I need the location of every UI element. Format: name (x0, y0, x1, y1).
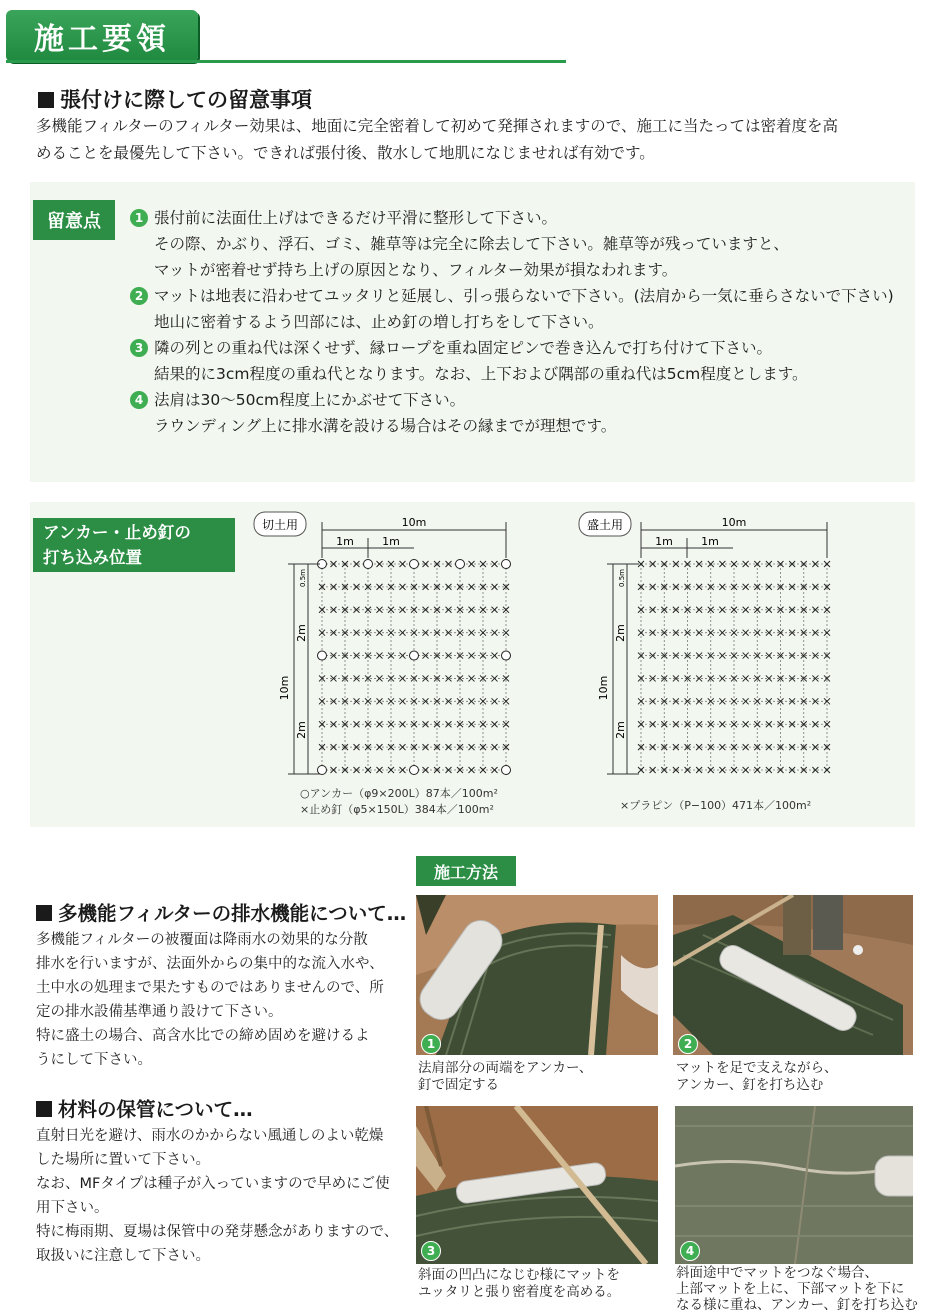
nail-mark (377, 607, 383, 613)
pin-mark (743, 630, 749, 636)
fill-top-label: 0.5m (618, 569, 626, 587)
page-title: 施工要領 (6, 10, 198, 62)
fill-legend: ×プラピン（P−100）471本／100m² (620, 799, 812, 812)
pin-mark (638, 767, 644, 773)
pin-mark (638, 630, 644, 636)
nail-mark (492, 721, 498, 727)
nail-mark (319, 630, 325, 636)
section-heading-drainage: 多機能フィルターの排水機能について… (36, 898, 406, 926)
nail-mark (388, 561, 394, 567)
cut-soil-diagram (250, 508, 540, 803)
cut-width-label: 10m (401, 516, 427, 529)
photo-4-caption: 斜面途中でマットをつなぐ場合、 上部マットを上に、下部マットを下に なる様に重ね、アンカー、釘を打ち込む (676, 1265, 918, 1313)
photo-3-caption: 斜面の凹凸になじむ様にマットを ユッタリと張り密着度を高める。 (418, 1267, 621, 1300)
anchor-mark (502, 560, 511, 569)
pin-mark (754, 721, 760, 727)
nail-mark (377, 698, 383, 704)
nail-mark (377, 675, 383, 681)
nail-mark (480, 561, 486, 567)
fill-soil-diagram (575, 508, 865, 803)
nail-mark (469, 698, 475, 704)
cut-legend: ○アンカー（φ9×200L）87本／100m² ×止め釘（φ5×150L）384本／100m² (300, 787, 498, 816)
pin-mark (824, 721, 830, 727)
nail-mark (469, 561, 475, 567)
nail-mark (377, 630, 383, 636)
pin-mark (708, 767, 714, 773)
photo-step-4 (675, 1106, 913, 1264)
anchor-mark (502, 766, 511, 775)
pin-mark (743, 721, 749, 727)
square-bullet-icon (36, 1101, 52, 1117)
cut-top-label: 0.5m (299, 569, 307, 587)
cut-spacing-2: 1m (382, 535, 400, 548)
pin-mark (638, 607, 644, 613)
cut-spacing-1: 1m (336, 535, 354, 548)
square-bullet-icon (38, 92, 54, 108)
pin-mark (824, 630, 830, 636)
pin-mark (719, 767, 725, 773)
nail-mark (492, 561, 498, 567)
pin-mark (719, 561, 725, 567)
anchor-label: アンカー・止め釘の 打ち込み位置 (33, 518, 235, 572)
pin-mark (731, 630, 737, 636)
photo-step-3 (416, 1106, 658, 1264)
pin-mark (754, 698, 760, 704)
anchor-mark (364, 560, 373, 569)
fill-width-label: 10m (721, 516, 747, 529)
nail-mark (377, 721, 383, 727)
nail-mark (492, 584, 498, 590)
nail-mark (400, 767, 406, 773)
pin-mark (824, 698, 830, 704)
anchor-mark (502, 651, 511, 660)
nail-mark (400, 630, 406, 636)
pin-mark (754, 767, 760, 773)
cut-tag: 切土用 (261, 518, 299, 532)
nail-mark (469, 653, 475, 659)
pin-mark (719, 630, 725, 636)
pin-mark (824, 607, 830, 613)
anchor-mark (318, 766, 327, 775)
nail-mark (469, 607, 475, 613)
fill-tag: 盛土用 (586, 518, 624, 532)
pin-mark (754, 607, 760, 613)
pin-mark (824, 561, 830, 567)
nail-mark (400, 744, 406, 750)
nail-mark (492, 698, 498, 704)
pin-mark (719, 698, 725, 704)
pin-mark (743, 561, 749, 567)
title-underline (6, 60, 566, 63)
nail-mark (492, 653, 498, 659)
nail-mark (469, 630, 475, 636)
fill-grid (638, 561, 830, 773)
pin-mark (731, 721, 737, 727)
pin-mark (754, 561, 760, 567)
pin-mark (743, 744, 749, 750)
pin-mark (719, 721, 725, 727)
nail-mark (492, 767, 498, 773)
pin-mark (731, 561, 737, 567)
pin-mark (743, 653, 749, 659)
notes-list: 1 張付前に法面仕上げはできるだけ平滑に整形して下さい。 その際、かぶり、浮石、ゴミ、雑草等は完全に除去して下さい。雑草等が残っていますと、 マットが密着せず持ち上げの原因となり、フィルター効果が損なわれます。 2 マットは地表に沿わせてユッタリと延展し、引っ張らないで下さい。(法肩から一気に垂らさないで下さい) 地山に密着するよう凹部には、止め釘の増し打ちをして下さい。 3 隣の列との重ね代は深くせず、縁ロープを重ね固定ピンで巻き込んで打ち付けて下さい。 結果的に3cm程度の重ね代となります。なお、上下および隅部の重ね代は5cm程度とします。 4 法肩は30～50cm程度上にかぶせて下さい。 ラウンディング上に排水溝を設ける場合はその縁までが理想です。 (130, 205, 894, 439)
photo-2-caption: マットを足で支えながら、 アンカー、釘を打ち込む (676, 1060, 838, 1093)
nail-mark (377, 767, 383, 773)
nail-mark (400, 584, 406, 590)
notes-label: 留意点 (33, 200, 115, 240)
cut-seg-2: 2m (295, 721, 308, 739)
anchor-mark (318, 651, 327, 660)
nail-mark (480, 721, 486, 727)
nail-mark (492, 744, 498, 750)
list-item: 4 法肩は30～50cm程度上にかぶせて下さい。 (130, 387, 894, 413)
pin-mark (743, 675, 749, 681)
photo-4-number: 4 (680, 1241, 700, 1261)
cut-seg-1: 2m (295, 624, 308, 642)
nail-mark (377, 584, 383, 590)
photo-3-number: 3 (421, 1241, 441, 1261)
nail-mark (319, 721, 325, 727)
pin-mark (708, 561, 714, 567)
nail-mark (388, 698, 394, 704)
pin-mark (708, 630, 714, 636)
photo-1-caption: 法肩部分の両端をアンカー、 釘で固定する (418, 1060, 593, 1093)
list-item: 2 マットは地表に沿わせてユッタリと延展し、引っ張らないで下さい。(法肩から一気に垂らさないで下さい) (130, 283, 894, 309)
cut-height-label: 10m (278, 675, 291, 701)
pin-mark (731, 607, 737, 613)
photo-2-number: 2 (678, 1034, 698, 1054)
section-intro: 多機能フィルターのフィルター効果は、地面に完全密着して初めて発揮されますので、施工に当たっては密着度を高 めることを最優先して下さい。できれば張付後、散水して地肌になじませれば有効です。 (36, 117, 838, 162)
list-item: 3 隣の列との重ね代は深くせず、縁ロープを重ね固定ピンで巻き込んで打ち付けて下さい。 (130, 335, 894, 361)
pin-mark (719, 653, 725, 659)
pin-mark (731, 767, 737, 773)
anchor-mark (410, 560, 419, 569)
nail-mark (469, 767, 475, 773)
nail-mark (377, 653, 383, 659)
nail-mark (388, 630, 394, 636)
pin-mark (743, 698, 749, 704)
fill-seg-2: 2m (614, 721, 627, 739)
method-label: 施工方法 (416, 856, 516, 886)
pin-mark (719, 607, 725, 613)
nail-mark (480, 607, 486, 613)
fill-height-label: 10m (597, 675, 610, 701)
nail-mark (469, 584, 475, 590)
pin-mark (743, 767, 749, 773)
pin-mark (743, 607, 749, 613)
nail-mark (400, 607, 406, 613)
nail-mark (469, 721, 475, 727)
cut-grid (318, 560, 511, 775)
nail-mark (388, 767, 394, 773)
pin-mark (708, 607, 714, 613)
nail-mark (377, 561, 383, 567)
nail-mark (400, 721, 406, 727)
nail-mark (400, 653, 406, 659)
nail-mark (319, 607, 325, 613)
photo-step-2 (673, 895, 913, 1055)
nail-mark (492, 607, 498, 613)
nail-mark (400, 561, 406, 567)
nail-mark (377, 744, 383, 750)
nail-mark (400, 675, 406, 681)
pin-mark (638, 698, 644, 704)
nail-mark (492, 675, 498, 681)
anchor-mark (410, 766, 419, 775)
pin-mark (719, 675, 725, 681)
storage-text: 直射日光を避け、雨水のかからない風通しのよい乾燥 した場所に置いて下さい。 なお、MFタイプは種子が入っていますので早めにご使 用下さい。 特に梅雨期、夏場は保管中の発芽懸念がありますので、 取扱いに注意して下さい。 (36, 1128, 399, 1264)
fill-spacing-2: 1m (701, 535, 719, 548)
pin-mark (638, 721, 644, 727)
pin-mark (731, 698, 737, 704)
list-item: 1 張付前に法面仕上げはできるだけ平滑に整形して下さい。 (130, 205, 894, 231)
nail-mark (492, 630, 498, 636)
nail-mark (400, 698, 406, 704)
nail-mark (469, 744, 475, 750)
square-bullet-icon (36, 905, 52, 921)
anchor-mark (410, 651, 419, 660)
photo-step-1 (416, 895, 658, 1055)
photo-1-number: 1 (421, 1034, 441, 1054)
nail-mark (480, 630, 486, 636)
pin-mark (743, 584, 749, 590)
nail-mark (388, 721, 394, 727)
section-heading-attachment: 張付けに際しての留意事項 (38, 84, 312, 114)
nail-mark (480, 698, 486, 704)
nail-mark (319, 698, 325, 704)
pin-mark (719, 584, 725, 590)
pin-mark (708, 721, 714, 727)
nail-mark (480, 767, 486, 773)
section-heading-storage: 材料の保管について… (36, 1094, 253, 1122)
pin-mark (754, 630, 760, 636)
nail-mark (469, 675, 475, 681)
pin-mark (708, 698, 714, 704)
drainage-text: 多機能フィルターの被覆面は降雨水の効果的な分散 排水を行いますが、法面外からの集中的な流入水や、 土中水の処理まで果たすものではありませんので、所 定の排水設備基準通り設けて下さい。 特に盛土の場合、高含水比での締め固めを避けるよ うにして下さい。 (36, 932, 384, 1068)
pin-mark (824, 767, 830, 773)
fill-spacing-1: 1m (655, 535, 673, 548)
nail-mark (388, 607, 394, 613)
fill-seg-1: 2m (614, 624, 627, 642)
anchor-mark (456, 560, 465, 569)
pin-mark (719, 744, 725, 750)
